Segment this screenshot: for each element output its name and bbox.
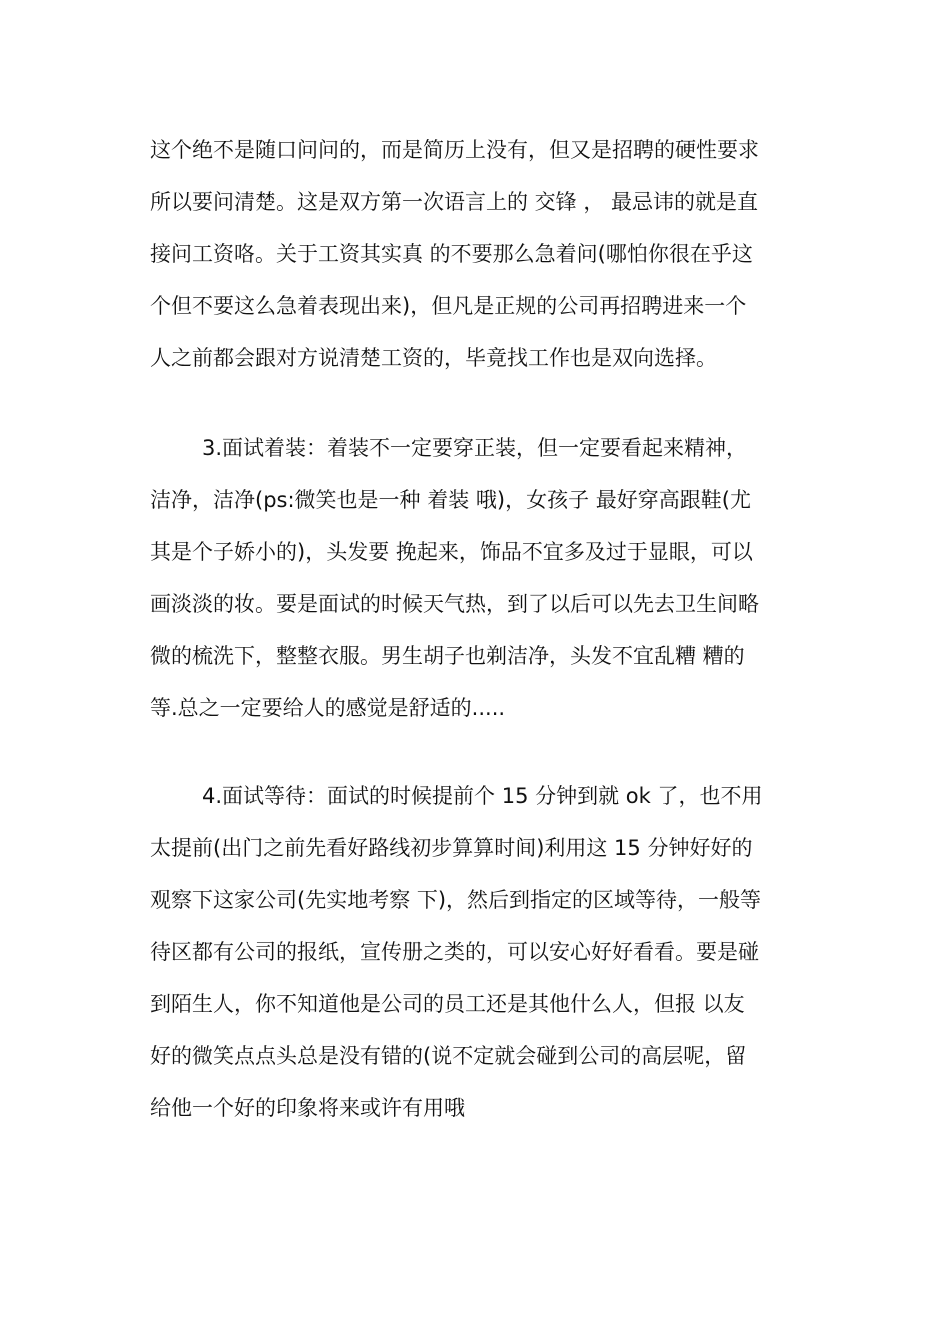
text-line: 太提前(出门之前先看好路线初步算算时间)利用这 15 分钟好好的 (150, 836, 753, 860)
text-line: 等.总之一定要给人的感觉是舒适的..... (150, 696, 506, 720)
text-line: 其是个子娇小的)，头发要 挽起来，饰品不宜多及过于显眼，可以 (150, 540, 753, 564)
text-line: 画淡淡的妆。要是面试的时候天气热，到了以后可以先去卫生间略 (150, 592, 759, 616)
text-line: 这个绝不是随口问问的，而是简历上没有，但又是招聘的硬性要求 (150, 138, 759, 162)
text-line: 洁净，洁净(ps:微笑也是一种 着装 哦)，女孩子 最好穿高跟鞋(尤 (150, 488, 751, 512)
text-line: 人之前都会跟对方说清楚工资的，毕竟找工作也是双向选择。 (150, 346, 717, 370)
text-line: 到陌生人，你不知道他是公司的员工还是其他什么人，但报 以友 (150, 992, 745, 1016)
text-line: 个但不要这么急着表现出来)，但凡是正规的公司再招聘进来一个 (150, 294, 747, 318)
text-line: 微的梳洗下，整整衣服。男生胡子也剃洁净，头发不宜乱糟 糟的 (150, 644, 745, 668)
text-line: 3.面试着装：着装不一定要穿正装，但一定要看起来精神， (202, 436, 748, 460)
text-line: 给他一个好的印象将来或许有用哦 (150, 1096, 465, 1120)
paragraph-interview-waiting (150, 770, 810, 1134)
text-line: 观察下这家公司(先实地考察 下)，然后到指定的区域等待，一般等 (150, 888, 762, 912)
text-line: 接问工资咯。关于工资其实真 的不要那么急着问(哪怕你很在乎这 (150, 242, 753, 266)
text-line: 待区都有公司的报纸，宣传册之类的，可以安心好好看看。要是碰 (150, 940, 759, 964)
text-line: 4.面试等待：面试的时候提前个 15 分钟到就 ok 了，也不用 (202, 784, 763, 808)
paragraph-interview-attire (150, 422, 810, 734)
text-line: 所以要问清楚。这是双方第一次语言上的 交锋 ， 最忌讳的就是直 (150, 190, 759, 214)
text-line: 好的微笑点点头总是没有错的(说不定就会碰到公司的高层呢，留 (150, 1044, 747, 1068)
paragraph-salary-question (150, 124, 810, 384)
